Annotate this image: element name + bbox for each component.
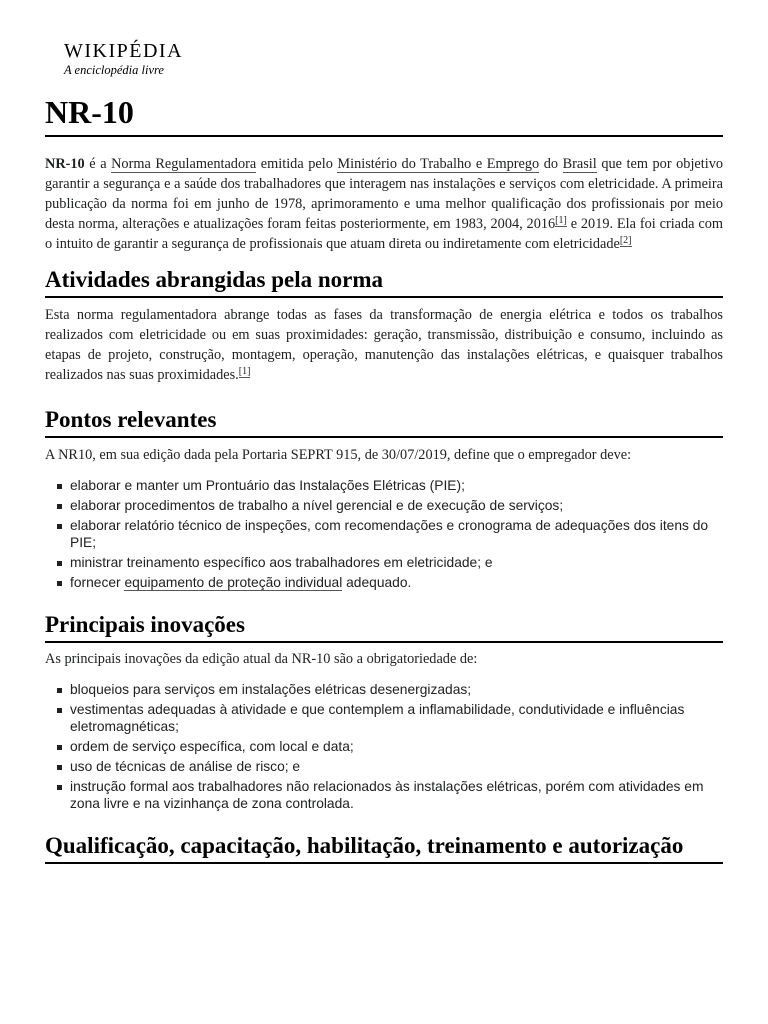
- atividades-paragraph: [45, 305, 723, 385]
- bullet-icon: [57, 688, 62, 693]
- bullet-icon: [57, 561, 62, 566]
- inovacoes-list: [45, 681, 723, 812]
- intro-text-5: e 2019. Ela foi criada com o intuito de garantir a segurança de profissionais que atuam direta ou indiretamente com eletricidade: [45, 216, 723, 252]
- link-norma-regulamentadora[interactable]: Norma Regulamentadora: [111, 156, 257, 172]
- bullet-icon: [57, 745, 62, 750]
- logo-wordmark: WIKIPÉDIA: [64, 40, 184, 62]
- section-heading-pontos: Pontos relevantes: [45, 404, 723, 438]
- bullet-icon: [57, 785, 62, 790]
- intro-text-3: do: [539, 156, 563, 172]
- bullet-icon: [57, 581, 62, 586]
- link-epi[interactable]: equipamento de proteção individual: [124, 575, 343, 590]
- article-content: [45, 92, 723, 864]
- intro-text-1: é a: [84, 156, 112, 172]
- logo-tagline: A enciclopédia livre: [64, 63, 164, 77]
- wikipedia-logo[interactable]: [64, 40, 194, 77]
- section-heading-qualificacao: Qualificação, capacitação, habilitação, treinamento e autorização: [45, 830, 723, 864]
- list-item: elaborar procedimentos de trabalho a nível gerencial e de execução de serviços;: [45, 497, 723, 514]
- link-brasil[interactable]: Brasil: [562, 156, 597, 172]
- intro-paragraph: [45, 154, 723, 254]
- intro-bold-term: NR-10: [45, 156, 85, 172]
- list-item: ministrar treinamento específico aos trabalhadores em eletricidade; e: [45, 554, 723, 571]
- bullet-icon: [57, 484, 62, 489]
- reference-2[interactable]: [2]: [619, 235, 632, 246]
- reference-1[interactable]: [1]: [555, 215, 567, 226]
- pontos-list: [45, 477, 723, 591]
- page-title: NR-10: [45, 92, 723, 137]
- intro-text-2: emitida pelo: [256, 156, 338, 172]
- list-item: ordem de serviço específica, com local e data;: [45, 738, 723, 755]
- list-item: uso de técnicas de análise de risco; e: [45, 758, 723, 775]
- section-heading-inovacoes: Principais inovações: [45, 609, 723, 643]
- intro-text-4: que tem por objetivo garantir a segurança e a saúde dos trabalhadores que interagem nas instalações e serviços com eletricidade. A primeira publicação da norma foi em junho de 1978, aprimoramento e uma melhor qualificação dos profissionais por meio desta norma, alterações e atualizações foram feitas posteriormente, em 1983, 2004, 2016: [45, 156, 724, 232]
- bullet-icon: [57, 524, 62, 529]
- atividades-text: Esta norma regulamentadora abrange todas as fases da transformação de energia elétrica e todos os trabalhos realizados com eletricidade ou em suas proximidades: geração, transmissão, distribuição e consumo, incluindo as etapas de projeto, construção, montagem, operação, manutenção das instalações elétricas, e quaisquer trabalhos realizados nas suas proximidades.: [45, 307, 723, 383]
- bullet-icon: [57, 765, 62, 770]
- link-ministerio-trabalho[interactable]: Ministério do Trabalho e Emprego: [337, 156, 540, 172]
- bullet-icon: [57, 708, 62, 713]
- list-item: elaborar e manter um Prontuário das Instalações Elétricas (PIE);: [45, 477, 723, 494]
- list-item: vestimentas adequadas à atividade e que contemplem a inflamabilidade, condutividade e influências eletromagnéticas;: [45, 701, 723, 735]
- inovacoes-paragraph: As principais inovações da edição atual da NR-10 são a obrigatoriedade de:: [45, 651, 478, 667]
- list-item: elaborar relatório técnico de inspeções, com recomendações e cronograma de adequações dos itens do PIE;: [45, 517, 723, 551]
- reference-1[interactable]: [1]: [238, 366, 251, 377]
- list-item: bloqueios para serviços em instalações elétricas desenergizadas;: [45, 681, 723, 698]
- section-heading-atividades: Atividades abrangidas pela norma: [45, 264, 723, 298]
- list-item: fornecer equipamento de proteção individual adequado.: [45, 574, 723, 591]
- pontos-paragraph: A NR10, em sua edição dada pela Portaria SEPRT 915, de 30/07/2019, define que o empregador deve:: [45, 447, 632, 463]
- list-item: instrução formal aos trabalhadores não relacionados às instalações elétricas, porém com atividades em zona livre e na vizinhança de zona controlada.: [45, 778, 723, 812]
- bullet-icon: [57, 504, 62, 509]
